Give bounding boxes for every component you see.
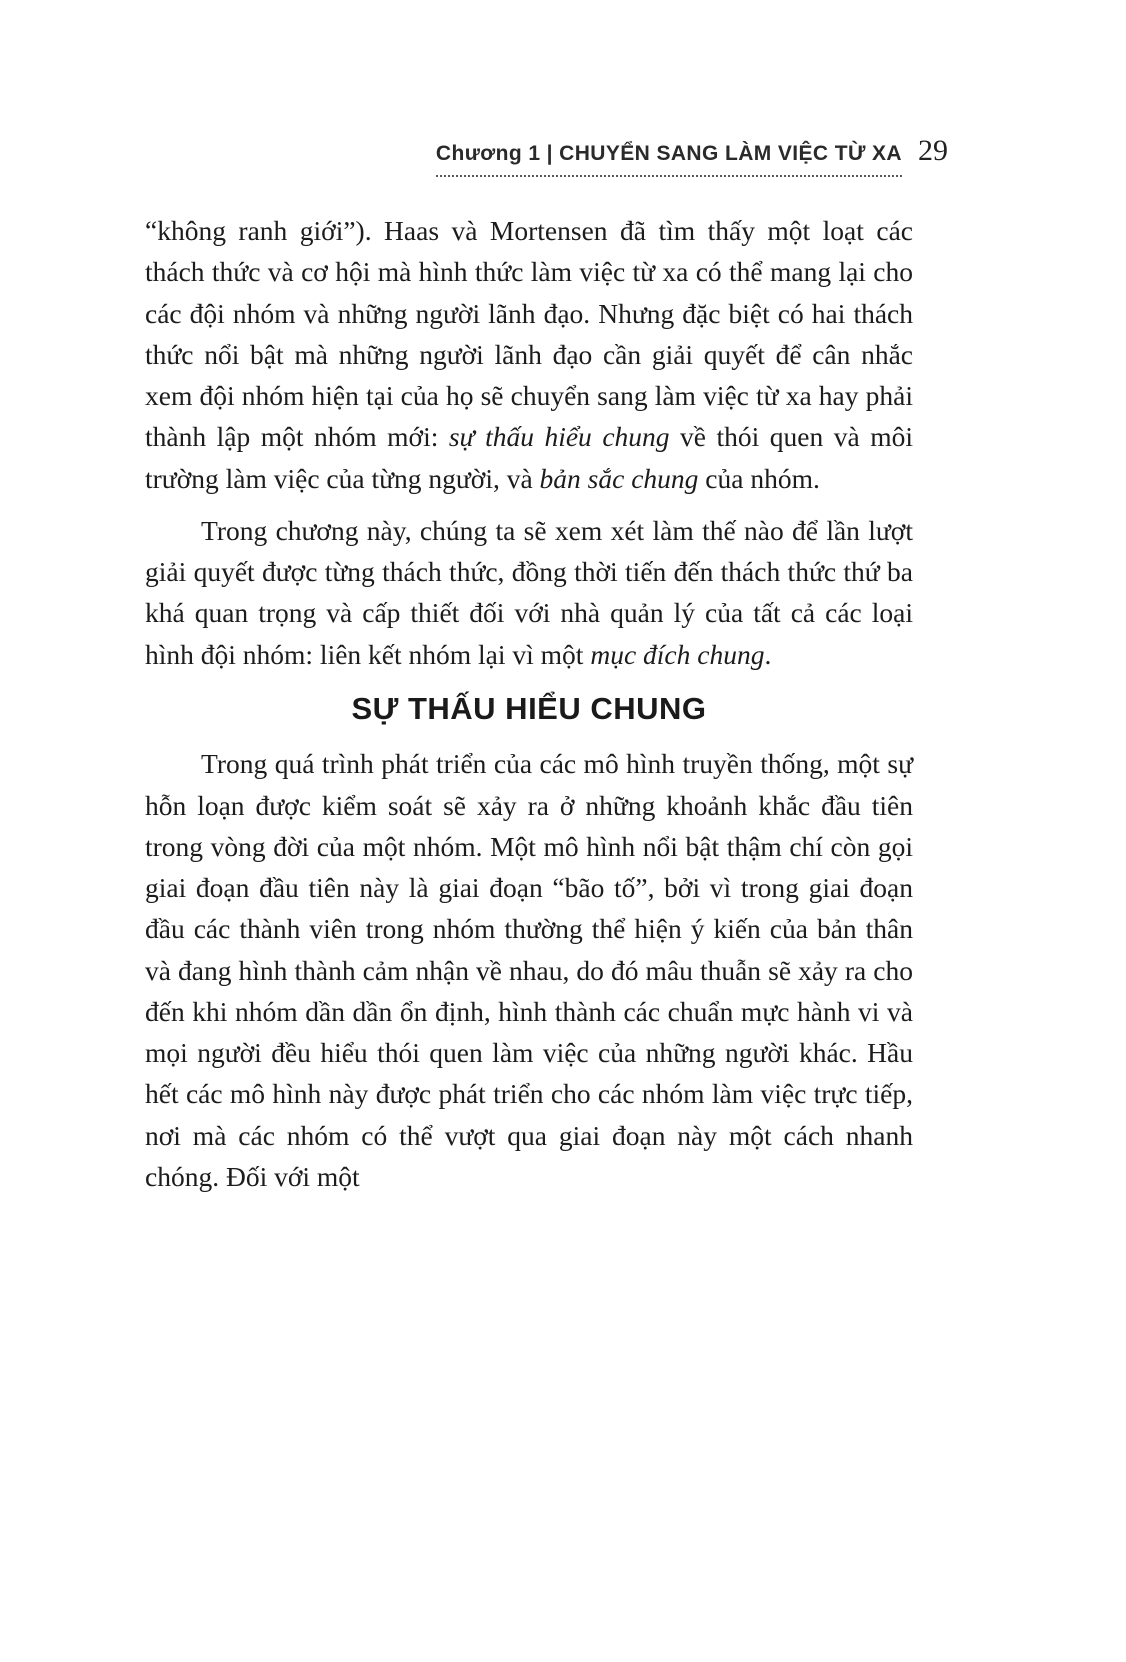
paragraph-2-text: Trong chương này, chúng ta sẽ xem xét làm thế nào để lần lượt giải quyết được từng thách thức, đồng thời tiến đến thách thức thứ ba khá quan trọng và cấp thiết đối với nhà quản lý của tất cả các loại hình đội nhóm: liên kết nhóm lại vì một: [145, 514, 913, 670]
paragraph-1-text-2: về thói quen và môi trường làm việc của từng người, và: [145, 421, 913, 494]
paragraph-1-emphasis-2: bản sắc chung: [539, 462, 699, 494]
body-text: [145, 210, 913, 1208]
paragraph-1: [145, 210, 913, 499]
running-header: [0, 134, 948, 177]
paragraph-1-text: “không ranh giới”). Haas và Mortensen đã tìm thấy một loạt các thách thức và cơ hội mà hình thức làm việc từ xa có thể mang lại cho các đội nhóm và những người lãnh đạo. Nhưng đặc biệt có hai thách thức nổi bật mà những người lãnh đạo cần giải quyết để cân nhắc xem đội nhóm hiện tại của họ sẽ chuyển sang làm việc từ xa hay phải thành lập một nhóm mới:: [145, 215, 913, 453]
chapter-title: Chương 1 | CHUYỂN SANG LÀM VIỆC TỪ XA: [436, 142, 902, 177]
paragraph-2-text-2: .: [764, 638, 772, 670]
paragraph-1-text-3: của nhóm.: [698, 462, 820, 494]
paragraph-1-emphasis-1: sự thấu hiểu chung: [448, 421, 670, 453]
paragraph-2: [145, 510, 913, 675]
paragraph-2-emphasis-1: mục đích chung: [590, 638, 765, 670]
page-number: 29: [918, 134, 948, 167]
section-heading: SỰ THẤU HIỂU CHUNG: [351, 690, 707, 726]
paragraph-3: Trong quá trình phát triển của các mô hình truyền thống, một sự hỗn loạn được kiểm soát sẽ xảy ra ở những khoảnh khắc đầu tiên trong vòng đời của một nhóm. Một mô hình nổi bật thậm chí còn gọi giai đoạn đầu tiên này là giai đoạn “bão tố”, bởi vì trong giai đoạn đầu các thành viên trong nhóm thường thể hiện ý kiến của bản thân và đang hình thành cảm nhận về nhau, do đó mâu thuẫn sẽ xảy ra cho đến khi nhóm dần dần ổn định, hình thành các chuẩn mực hành vi và mọi người đều hiểu thói quen làm việc của những người khác. Hầu hết các mô hình này được phát triển cho các nhóm làm việc trực tiếp, nơi mà các nhóm có thể vượt qua giai đoạn này một cách nhanh chóng. Đối với một: [145, 748, 913, 1192]
